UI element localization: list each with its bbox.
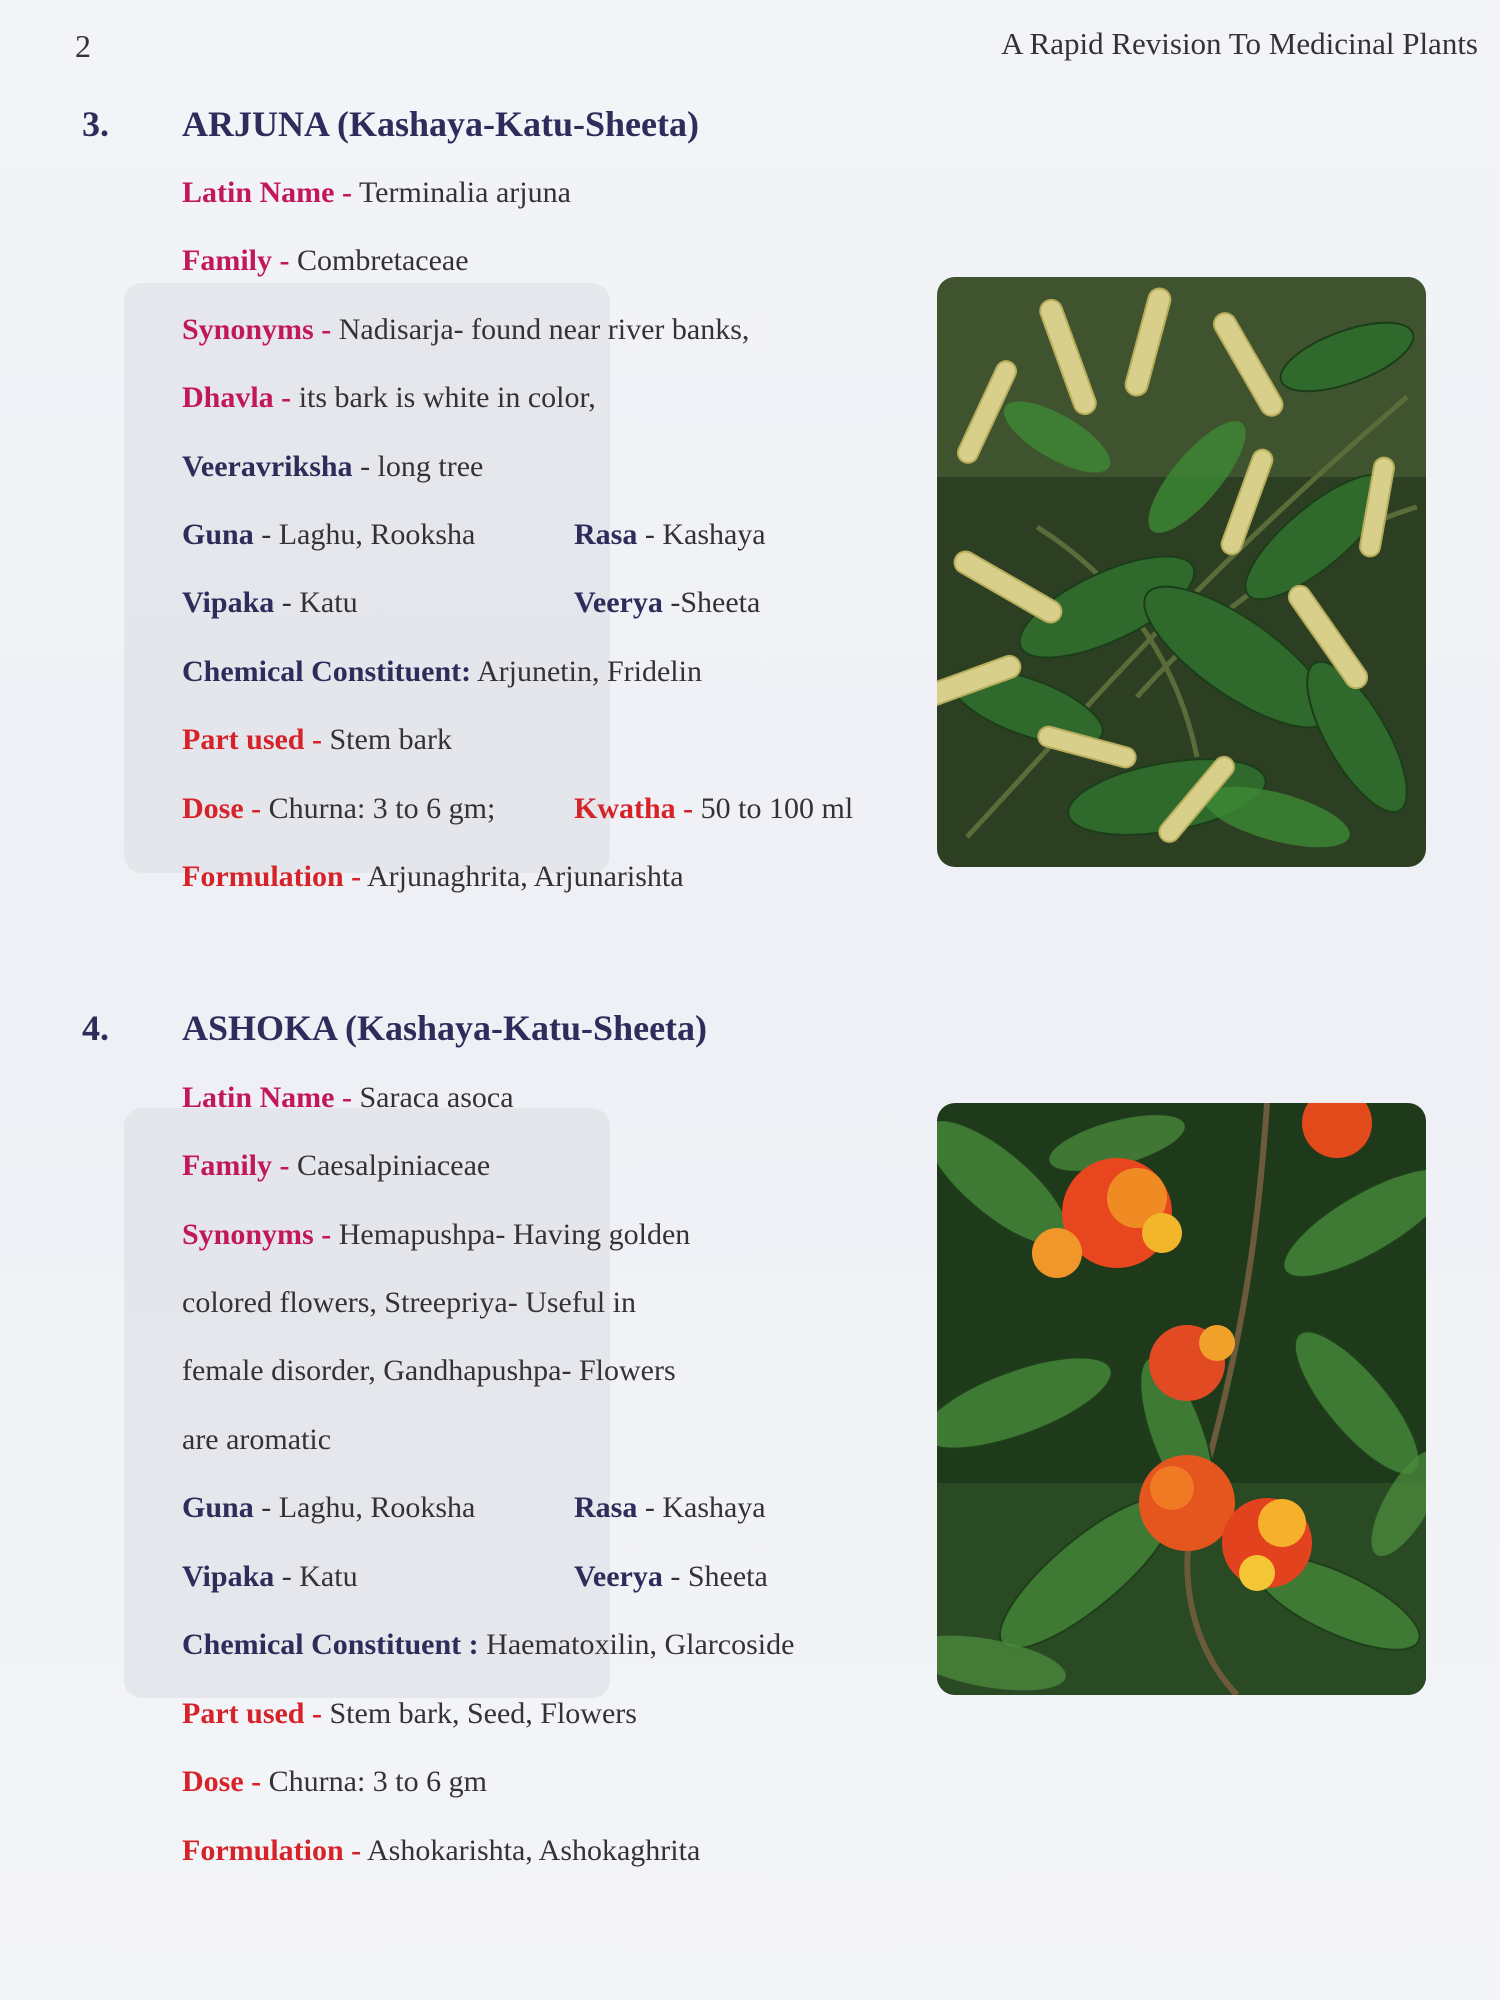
- synonyms-continuation: colored flowers, Streepriya- Useful in: [182, 1286, 637, 1319]
- formulation-label: Formulation -: [182, 1834, 362, 1867]
- veerya-label: Veerya: [574, 1560, 663, 1593]
- kwatha-value: 50 to 100 ml: [693, 792, 854, 825]
- veeravriksha-label: Veeravriksha: [182, 450, 353, 483]
- part-used-label: Part used -: [182, 1697, 322, 1730]
- synonyms-continuation: female disorder, Gandhapushpa- Flowers: [182, 1354, 676, 1387]
- synonyms-label: Synonyms -: [182, 313, 332, 346]
- chemical-label: Chemical Constituent:: [182, 655, 472, 688]
- formulation-value: Ashokarishta, Ashokaghrita: [361, 1834, 701, 1867]
- guna-value: - Laghu, Rooksha: [253, 518, 476, 551]
- part-used-value: Stem bark, Seed, Flowers: [321, 1697, 637, 1730]
- family-row: [182, 244, 469, 278]
- dose-label: Dose -: [182, 792, 262, 825]
- part-used-value: Stem bark: [321, 723, 452, 756]
- rasa-label: Rasa: [574, 518, 638, 551]
- rasa-label: Rasa: [574, 1491, 638, 1524]
- dose-value: Churna: 3 to 6 gm;: [261, 792, 496, 825]
- latin-name-row: [182, 176, 571, 210]
- dhavla-row: [182, 381, 596, 415]
- latin-name-label: Latin Name -: [182, 1081, 352, 1114]
- entry-title: ASHOKA (Kashaya-Katu-Sheeta): [182, 1008, 708, 1048]
- part-used-label: Part used -: [182, 723, 322, 756]
- veerya-value: -Sheeta: [662, 586, 761, 619]
- formulation-row: [182, 860, 684, 894]
- guna-row: [182, 1491, 475, 1525]
- rasa-value: - Kashaya: [637, 518, 766, 551]
- guna-label: Guna: [182, 1491, 254, 1524]
- formulation-row: [182, 1834, 700, 1868]
- synonyms-value: Nadisarja- found near river banks,: [331, 313, 750, 346]
- vipaka-row: [182, 1560, 358, 1594]
- vipaka-value: - Katu: [274, 1560, 358, 1593]
- rasa-row: [574, 1491, 766, 1525]
- page-number: 2: [75, 28, 91, 64]
- vipaka-value: - Katu: [274, 586, 358, 619]
- part-used-row: [182, 723, 452, 757]
- dose-value: Churna: 3 to 6 gm: [261, 1765, 487, 1798]
- running-header: A Rapid Revision To Medicinal Plants: [1001, 26, 1478, 61]
- entry-number: 3.: [82, 104, 109, 144]
- dose-row: [182, 1765, 487, 1799]
- family-label: Family -: [182, 1149, 290, 1182]
- rasa-value: - Kashaya: [637, 1491, 766, 1524]
- veerya-value: - Sheeta: [662, 1560, 768, 1593]
- entry-title: ARJUNA (Kashaya-Katu-Sheeta): [182, 104, 699, 144]
- rasa-row: [574, 518, 766, 552]
- synonyms-row: [182, 1218, 690, 1252]
- chemical-label: Chemical Constituent :: [182, 1628, 479, 1661]
- synonyms-row: [182, 313, 749, 347]
- synonyms-label: Synonyms -: [182, 1218, 332, 1251]
- synonyms-continuation: are aromatic: [182, 1423, 332, 1456]
- dose-row: [182, 792, 495, 826]
- vipaka-label: Vipaka: [182, 586, 275, 619]
- background-panel: [124, 283, 610, 873]
- background-panel: [124, 1108, 610, 1698]
- synonyms-value: Hemapushpa- Having golden: [331, 1218, 691, 1251]
- formulation-label: Formulation -: [182, 860, 362, 893]
- family-row: [182, 1149, 490, 1183]
- veeravriksha-value: - long tree: [352, 450, 484, 483]
- kwatha-row: [574, 792, 853, 826]
- arjuna-plant-photo: [937, 277, 1426, 867]
- guna-label: Guna: [182, 518, 254, 551]
- chemical-row: [182, 1628, 794, 1662]
- guna-row: [182, 518, 475, 552]
- kwatha-label: Kwatha -: [574, 792, 694, 825]
- formulation-value: Arjunaghrita, Arjunarishta: [361, 860, 684, 893]
- family-label: Family -: [182, 244, 290, 277]
- dhavla-value: its bark is white in color,: [291, 381, 596, 414]
- latin-name-row: [182, 1081, 514, 1115]
- latin-name-value: Saraca asoca: [351, 1081, 514, 1114]
- dhavla-label: Dhavla -: [182, 381, 292, 414]
- latin-name-label: Latin Name -: [182, 176, 352, 209]
- ashoka-flower-photo: [937, 1103, 1426, 1695]
- family-value: Combretaceae: [289, 244, 469, 277]
- part-used-row: [182, 1697, 637, 1731]
- veerya-row: [574, 586, 760, 620]
- guna-value: - Laghu, Rooksha: [253, 1491, 476, 1524]
- veeravriksha-row: [182, 450, 483, 484]
- veerya-label: Veerya: [574, 586, 663, 619]
- chemical-value: Arjunetin, Fridelin: [471, 655, 702, 688]
- family-value: Caesalpiniaceae: [289, 1149, 491, 1182]
- veerya-row: [574, 1560, 768, 1594]
- entry-number: 4.: [82, 1008, 109, 1048]
- vipaka-row: [182, 586, 358, 620]
- vipaka-label: Vipaka: [182, 1560, 275, 1593]
- dose-label: Dose -: [182, 1765, 262, 1798]
- latin-name-value: Terminalia arjuna: [351, 176, 571, 209]
- chemical-row: [182, 655, 702, 689]
- chemical-value: Haematoxilin, Glarcoside: [478, 1628, 795, 1661]
